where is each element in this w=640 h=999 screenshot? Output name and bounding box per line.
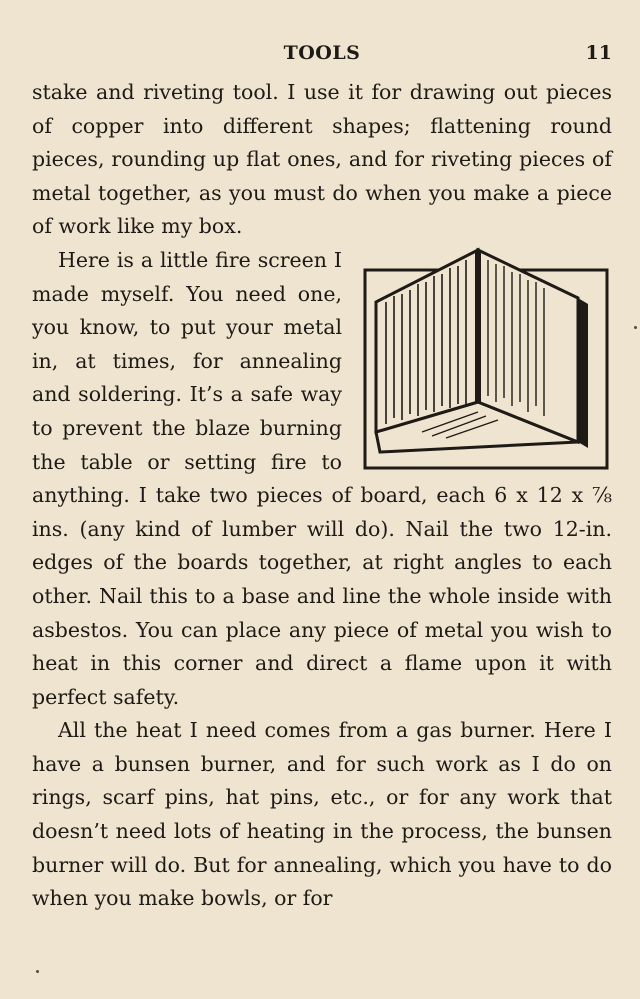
page-header bbox=[32, 42, 612, 68]
body-text bbox=[32, 76, 612, 916]
page-number: 11 bbox=[585, 42, 612, 64]
paragraph-3: All the heat I need comes from a gas burner. Here I have a bunsen burner, and for such work as I do on rings, scarf pins, hat pins, etc., or for any work that doesn’t need lots of heating in the process, the bunsen burner will do. But for annealing, which you have to do when you make bowls, or for bbox=[32, 718, 612, 911]
paragraph-2: Here is a little fire screen I made myself. You need one, you know, to put your metal in, at times, for annealing and soldering. It’s a safe way to prevent the blaze burning the table or setting fire to anything. I take two pieces of board, each 6 x 12 x ⅞ ins. (any kind of lumber will do). Nail the two 12-in. edges of the boards together, at right angles to each other. Nail this to a base and line the whole inside with asbestos. You can place any piece of metal you wish to heat in this corner and direct a flame upon it with perfect safety. bbox=[32, 247, 612, 709]
paragraph-1: stake and riveting tool. I use it for drawing out pieces of copper into different shapes; flattening round pieces, rounding up flat ones, and for riveting pieces of metal together, as you must do when you make a piece of work like my box. bbox=[32, 80, 612, 239]
paper-speck bbox=[36, 970, 39, 973]
running-head: TOOLS bbox=[283, 42, 361, 64]
fire-screen-icon bbox=[362, 246, 612, 474]
paper-speck bbox=[634, 326, 637, 329]
fire-screen-illustration bbox=[362, 246, 612, 474]
